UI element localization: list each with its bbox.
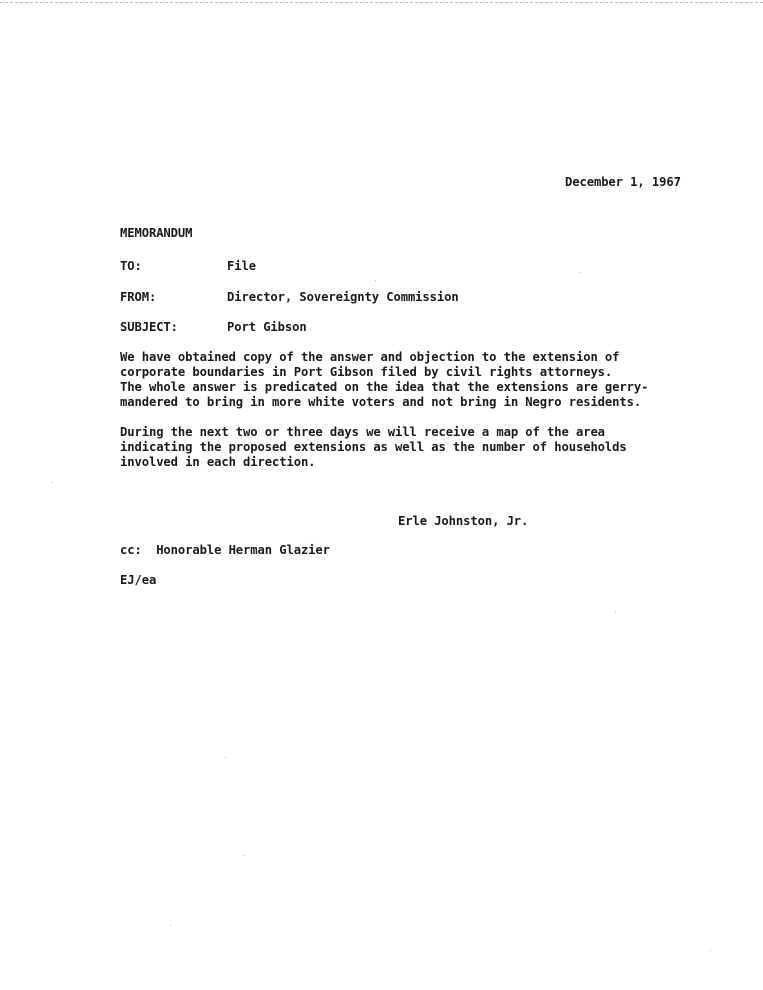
body-paragraph-1: We have obtained copy of the answer and objection to the extension of corporate boundaries in Port Gibson filed by civil rights attorneys. The whole answer is predicated on the idea that the extensions are gerry- mandered to bring in more white voters and not bring in Negro residents. [120, 350, 649, 409]
scan-speck [375, 280, 376, 281]
to-label: TO: [120, 259, 142, 273]
subject-value: Port Gibson [227, 320, 307, 334]
memo-title: MEMORANDUM [120, 226, 193, 240]
from-value: Director, Sovereignty Commission [227, 290, 459, 304]
signature-name: Erle Johnston, Jr. [398, 514, 529, 528]
scan-speck [710, 950, 711, 951]
subject-label: SUBJECT: [120, 320, 178, 334]
cc-line: cc: Honorable Herman Glazier [120, 543, 330, 557]
to-value: File [227, 259, 256, 273]
memo-date: December 1, 1967 [565, 175, 681, 189]
scan-speck [170, 925, 171, 926]
scan-speck [225, 757, 226, 758]
scan-speck [615, 612, 616, 613]
from-label: FROM: [120, 290, 157, 304]
scan-speck [580, 272, 581, 273]
top-edge-rule [0, 2, 763, 3]
scan-speck [52, 482, 53, 483]
body-paragraph-2: During the next two or three days we will receive a map of the area indicating the proposed extensions as well as the number of households involved in each direction. [120, 425, 627, 469]
scan-speck [243, 855, 244, 856]
typist-initials: EJ/ea [120, 573, 157, 587]
